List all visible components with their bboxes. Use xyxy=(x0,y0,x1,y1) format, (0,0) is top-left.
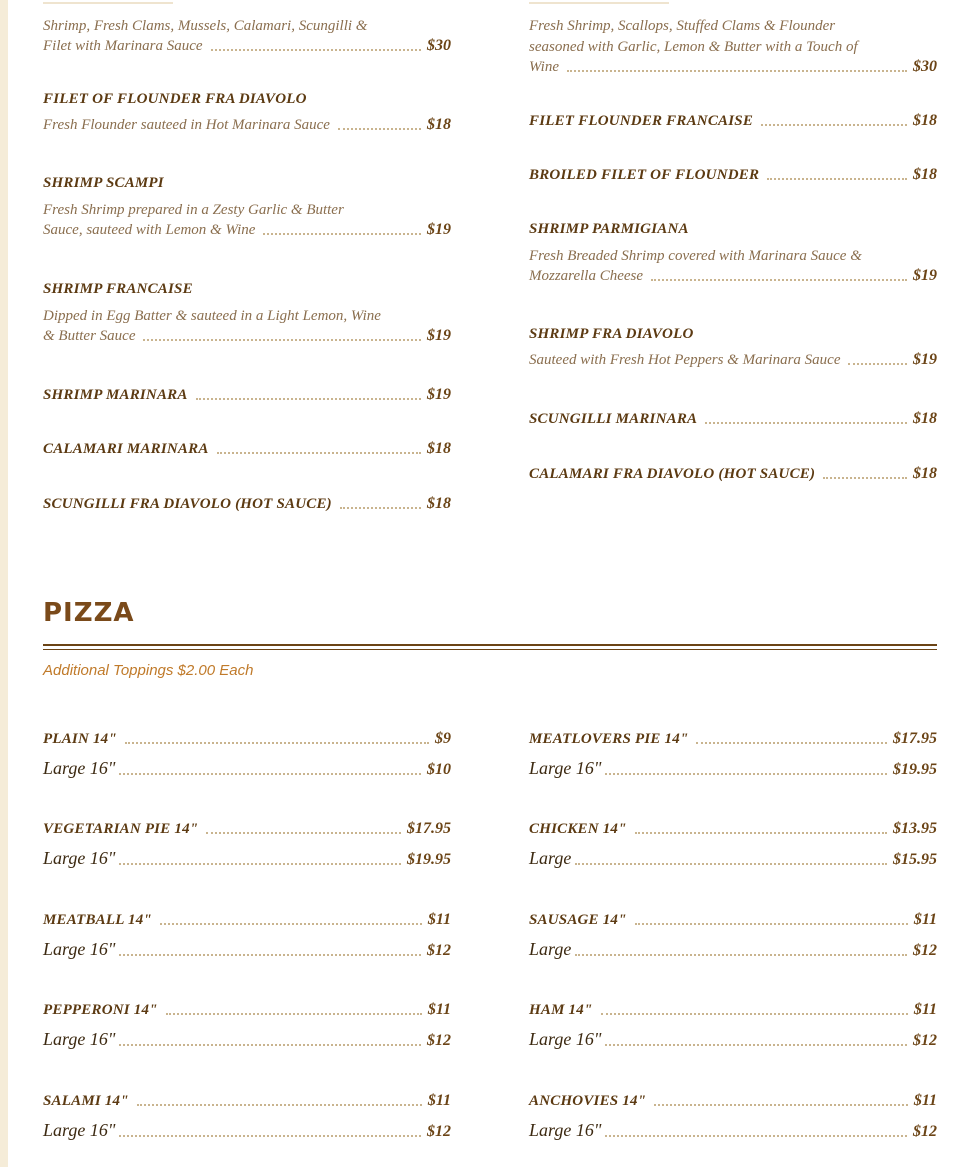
pizza-price: $11 xyxy=(427,1092,451,1109)
pizza-price: $17.95 xyxy=(893,730,937,747)
dot-leader xyxy=(705,421,907,424)
pizza-size-price: $19.95 xyxy=(407,851,451,868)
pizza-price: $13.95 xyxy=(893,820,937,837)
item-price-row xyxy=(529,267,937,285)
pizza-size-price: $12 xyxy=(427,1032,451,1049)
dot-leader xyxy=(340,506,421,509)
pizza-size-price: $12 xyxy=(913,942,937,959)
pizza-row-small xyxy=(43,730,451,748)
section-title-pizza: PIZZA xyxy=(43,598,135,628)
dot-leader xyxy=(767,177,907,180)
dot-leader xyxy=(761,123,907,126)
item-price: $30 xyxy=(427,37,451,54)
item-description: Wine xyxy=(529,59,559,75)
pizza-name: PEPPERONI 14" xyxy=(43,1002,158,1018)
item-name: SHRIMP SCAMPI xyxy=(43,175,164,191)
dot-leader xyxy=(143,338,421,341)
item-price-row xyxy=(43,221,451,239)
item-price-row xyxy=(43,440,451,458)
cutoff-item-right xyxy=(529,0,669,4)
pizza-size-label: Large 16" xyxy=(529,1029,602,1049)
item-price: $30 xyxy=(913,58,937,75)
menu-item xyxy=(43,91,451,134)
pizza-row-large xyxy=(43,758,451,779)
dot-leader xyxy=(605,772,887,775)
item-price: $18 xyxy=(913,166,937,183)
item-name: SHRIMP FRANCAISE xyxy=(43,281,193,297)
dot-leader xyxy=(635,831,887,834)
item-price-row xyxy=(529,166,937,184)
pizza-row-small xyxy=(529,730,937,748)
item-description: Fresh Shrimp, Scallops, Stuffed Clams & Flounder xyxy=(529,18,836,34)
pizza-item xyxy=(529,820,937,869)
item-name: SCUNGILLI FRA DIAVOLO (HOT SAUCE) xyxy=(43,496,332,512)
pizza-item xyxy=(529,1092,937,1141)
pizza-size-label: Large 16" xyxy=(43,1120,116,1140)
pizza-row-large xyxy=(43,1120,451,1141)
dot-leader xyxy=(196,397,421,400)
pizza-size-price: $12 xyxy=(913,1123,937,1140)
pizza-price: $9 xyxy=(435,730,451,747)
cutoff-item-left xyxy=(43,0,173,4)
menu-item xyxy=(43,281,451,345)
menu-item xyxy=(43,386,451,404)
item-price: $18 xyxy=(427,495,451,512)
pizza-item xyxy=(529,911,937,960)
pizza-size-label: Large xyxy=(529,848,572,868)
pizza-row-large xyxy=(43,1029,451,1050)
item-description: Dipped in Egg Batter & sauteed in a Light Lemon, Wine xyxy=(43,308,381,324)
pizza-size-label: Large 16" xyxy=(43,939,116,959)
item-price: $18 xyxy=(913,410,937,427)
pizza-item xyxy=(43,730,451,779)
item-description: Fresh Breaded Shrimp covered with Marinara Sauce & xyxy=(529,248,862,264)
item-price-row xyxy=(529,410,937,428)
item-description: Mozzarella Cheese xyxy=(529,268,644,284)
pizza-size-label: Large 16" xyxy=(529,758,602,778)
pizza-size-price: $12 xyxy=(427,1123,451,1140)
item-name: SHRIMP FRA DIAVOLO xyxy=(529,326,694,342)
item-price-row xyxy=(43,37,451,55)
pizza-item xyxy=(529,730,937,779)
dot-leader xyxy=(696,741,887,744)
menu-item xyxy=(529,112,937,130)
section-divider xyxy=(43,644,937,646)
dot-leader xyxy=(601,1012,908,1015)
pizza-size-label: Large 16" xyxy=(43,758,116,778)
item-price: $19 xyxy=(913,351,937,368)
pizza-row-small xyxy=(43,1001,451,1019)
pizza-price: $11 xyxy=(913,1092,937,1109)
item-description: Sauteed with Fresh Hot Peppers & Marinara Sauce xyxy=(529,352,841,368)
pizza-row-small xyxy=(43,1092,451,1110)
dot-leader xyxy=(605,1134,907,1137)
pizza-name: SAUSAGE 14" xyxy=(529,912,627,928)
item-price: $19 xyxy=(427,327,451,344)
item-price-row xyxy=(529,112,937,130)
item-name: FILET OF FLOUNDER FRA DIAVOLO xyxy=(43,91,307,107)
item-name: SHRIMP MARINARA xyxy=(43,387,188,403)
item-price-row xyxy=(43,495,451,513)
pizza-size-price: $12 xyxy=(427,942,451,959)
item-description: Fresh Shrimp prepared in a Zesty Garlic & Butter xyxy=(43,202,344,218)
pizza-price: $11 xyxy=(913,911,937,928)
item-description: Filet with Marinara Sauce xyxy=(43,38,203,54)
pizza-size-label: Large 16" xyxy=(43,1029,116,1049)
item-price: $18 xyxy=(427,116,451,133)
section-divider-thin xyxy=(43,649,937,650)
item-description: Fresh Flounder sauteed in Hot Marinara Sauce xyxy=(43,117,330,133)
pizza-row-small xyxy=(529,820,937,838)
item-price: $19 xyxy=(913,267,937,284)
item-name: SCUNGILLI MARINARA xyxy=(529,411,698,427)
item-price: $19 xyxy=(427,386,451,403)
pizza-size-label: Large 16" xyxy=(529,1120,602,1140)
pizza-size-price: $10 xyxy=(427,761,451,778)
pizza-name: MEATLOVERS PIE 14" xyxy=(529,731,689,747)
dot-leader xyxy=(635,922,908,925)
pizza-row-small xyxy=(43,911,451,929)
menu-item xyxy=(43,16,451,55)
dot-leader xyxy=(125,741,429,744)
dot-leader xyxy=(654,1103,908,1106)
pizza-name: ANCHOVIES 14" xyxy=(529,1093,647,1109)
menu-item xyxy=(529,326,937,369)
pizza-size-price: $19.95 xyxy=(893,761,937,778)
toppings-note: Additional Toppings $2.00 Each xyxy=(43,662,254,679)
item-description: Sauce, sauteed with Lemon & Wine xyxy=(43,222,256,238)
pizza-item xyxy=(529,1001,937,1050)
item-price: $18 xyxy=(427,440,451,457)
dot-leader xyxy=(206,831,401,834)
pizza-price: $11 xyxy=(913,1001,937,1018)
item-price: $18 xyxy=(913,112,937,129)
item-price-row xyxy=(43,386,451,404)
pizza-price: $17.95 xyxy=(407,820,451,837)
dot-leader xyxy=(651,278,907,281)
pizza-row-small xyxy=(43,820,451,838)
pizza-name: PLAIN 14" xyxy=(43,731,117,747)
dot-leader xyxy=(160,922,422,925)
menu-item xyxy=(43,495,451,513)
menu-item xyxy=(43,440,451,458)
dot-leader xyxy=(119,862,401,865)
left-margin-strip xyxy=(0,0,8,1167)
pizza-row-large xyxy=(529,848,937,869)
dot-leader xyxy=(575,862,887,865)
item-description: & Butter Sauce xyxy=(43,328,136,344)
pizza-row-large xyxy=(529,939,937,960)
item-name: SHRIMP PARMIGIANA xyxy=(529,221,689,237)
pizza-row-large xyxy=(529,1120,937,1141)
item-price-row xyxy=(529,465,937,483)
menu-item xyxy=(529,166,937,184)
pizza-name: VEGETARIAN PIE 14" xyxy=(43,821,199,837)
dot-leader xyxy=(848,362,907,365)
dot-leader xyxy=(211,48,421,51)
item-description: Shrimp, Fresh Clams, Mussels, Calamari, Scungilli & xyxy=(43,18,368,34)
dot-leader xyxy=(263,232,421,235)
pizza-price: $11 xyxy=(427,1001,451,1018)
item-name: CALAMARI MARINARA xyxy=(43,441,209,457)
pizza-size-price: $15.95 xyxy=(893,851,937,868)
pizza-row-large xyxy=(43,848,451,869)
menu-item xyxy=(529,221,937,285)
pizza-name: HAM 14" xyxy=(529,1002,593,1018)
menu-item xyxy=(529,16,937,76)
dot-leader xyxy=(166,1012,422,1015)
pizza-item xyxy=(43,911,451,960)
pizza-row-large xyxy=(529,758,937,779)
pizza-item xyxy=(43,820,451,869)
pizza-size-label: Large xyxy=(529,939,572,959)
item-price-row xyxy=(529,351,937,369)
pizza-item xyxy=(43,1001,451,1050)
pizza-item xyxy=(43,1092,451,1141)
menu-item xyxy=(529,465,937,483)
dot-leader xyxy=(823,476,907,479)
item-name: BROILED FILET OF FLOUNDER xyxy=(529,167,760,183)
item-name: CALAMARI FRA DIAVOLO (HOT SAUCE) xyxy=(529,466,816,482)
dot-leader xyxy=(338,127,421,130)
dot-leader xyxy=(217,451,421,454)
pizza-name: CHICKEN 14" xyxy=(529,821,627,837)
item-price-row xyxy=(43,327,451,345)
menu-item xyxy=(529,410,937,428)
dot-leader xyxy=(567,69,907,72)
pizza-size-label: Large 16" xyxy=(43,848,116,868)
dot-leader xyxy=(137,1103,422,1106)
item-price: $18 xyxy=(913,465,937,482)
dot-leader xyxy=(605,1043,907,1046)
item-price-row xyxy=(43,116,451,134)
menu-item xyxy=(43,175,451,239)
dot-leader xyxy=(119,1134,421,1137)
pizza-name: SALAMI 14" xyxy=(43,1093,129,1109)
pizza-row-small xyxy=(529,1092,937,1110)
item-price-row xyxy=(529,58,937,76)
dot-leader xyxy=(119,1043,421,1046)
item-description: seasoned with Garlic, Lemon & Butter with a Touch of xyxy=(529,39,858,55)
pizza-name: MEATBALL 14" xyxy=(43,912,152,928)
pizza-size-price: $12 xyxy=(913,1032,937,1049)
dot-leader xyxy=(119,953,421,956)
item-name: FILET FLOUNDER FRANCAISE xyxy=(529,113,754,129)
dot-leader xyxy=(575,953,907,956)
pizza-row-large xyxy=(43,939,451,960)
pizza-row-small xyxy=(529,911,937,929)
pizza-price: $11 xyxy=(427,911,451,928)
dot-leader xyxy=(119,772,421,775)
pizza-row-large xyxy=(529,1029,937,1050)
pizza-row-small xyxy=(529,1001,937,1019)
item-price: $19 xyxy=(427,221,451,238)
